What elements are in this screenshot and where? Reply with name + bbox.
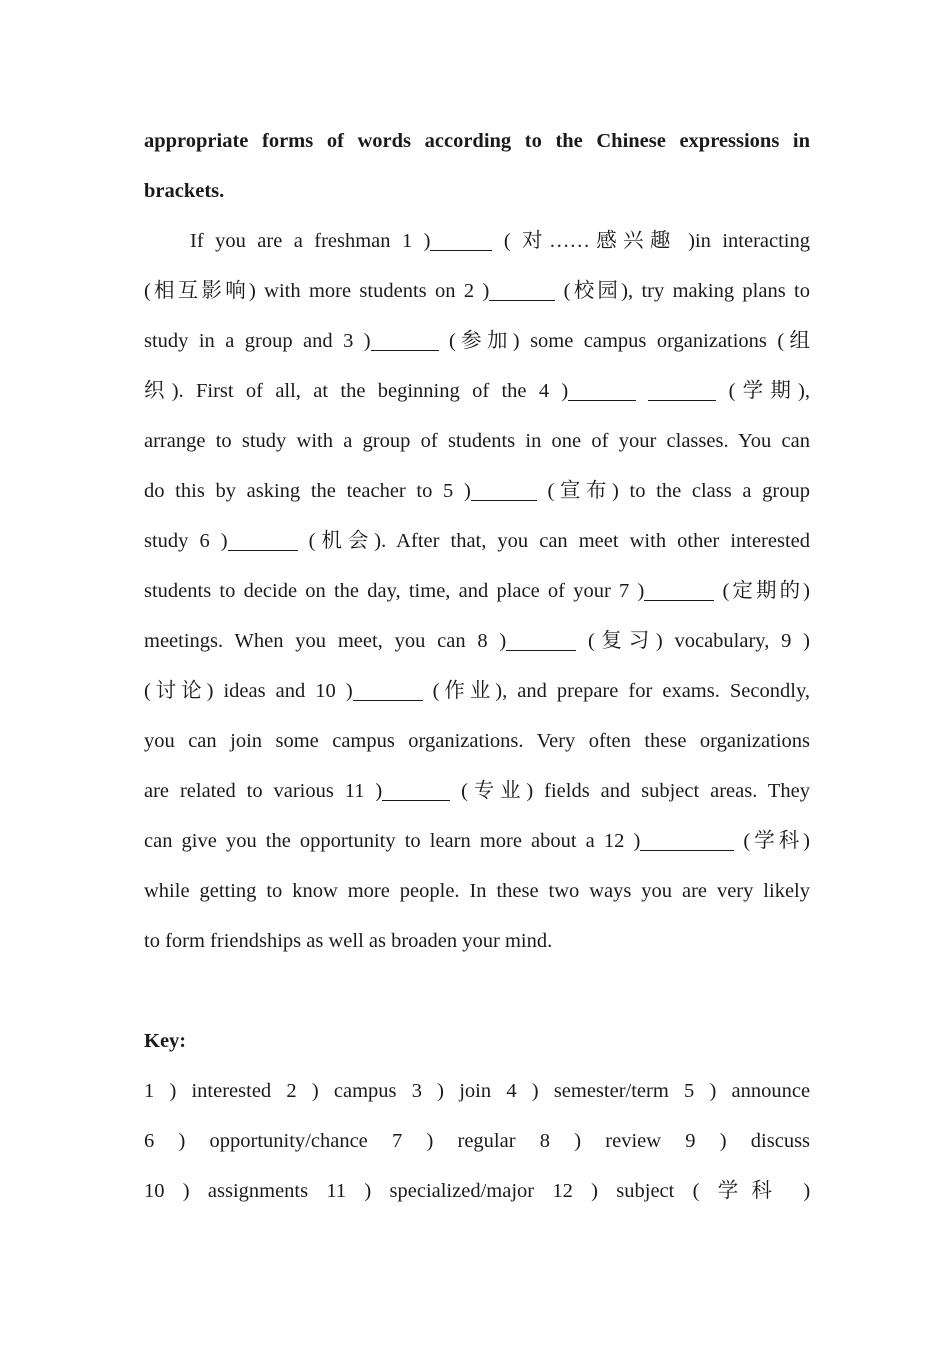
key-item: regular xyxy=(457,1130,516,1152)
passage-text: meetings. When you meet, you can 8 ) xyxy=(144,630,507,652)
passage-line-14: while getting to know more people. In these two ways you are very likely xyxy=(144,880,810,902)
key-item: specialized/major xyxy=(389,1180,535,1202)
key-item: 学科 xyxy=(717,1180,786,1202)
passage-text: study in a group and 3 ) xyxy=(144,330,371,352)
key-item: 1 ) interested xyxy=(144,1080,272,1102)
passage-text: (定期的) xyxy=(714,580,811,602)
passage-line-5: arrange to study with a group of students in one of your classes. You can xyxy=(144,430,810,452)
key-item: discuss xyxy=(750,1130,811,1152)
key-row-1 xyxy=(144,1066,810,1116)
passage-line-3 xyxy=(144,316,810,366)
section-spacer xyxy=(144,966,810,1016)
passage-text: can give you the opportunity to learn more about a 12 ) xyxy=(144,830,641,852)
key-item: review xyxy=(605,1130,662,1152)
passage-line-1 xyxy=(144,216,810,266)
answer-blank-8[interactable] xyxy=(506,629,576,652)
key-item: 5 ) xyxy=(684,1080,717,1102)
passage-text: 织). First of all, at the beginning of the 4 ) xyxy=(144,380,569,402)
passage-text: (机会). After that, you can meet with other interested xyxy=(297,530,811,552)
key-row-3 xyxy=(144,1166,810,1216)
answer-blank-10[interactable] xyxy=(353,679,423,702)
answer-blank-2[interactable] xyxy=(489,279,555,302)
passage-text: do this by asking the teacher to 5 ) xyxy=(144,480,471,502)
answer-blank-7[interactable] xyxy=(644,579,714,602)
key-item: assignments xyxy=(207,1180,309,1202)
key-item: subject xyxy=(616,1180,675,1202)
answer-blank-5[interactable] xyxy=(471,479,537,502)
key-item: 6 ) xyxy=(144,1130,186,1152)
passage-text: students to decide on the day, time, and place of your 7 ) xyxy=(144,580,645,602)
key-item: 9 ) xyxy=(685,1130,727,1152)
answer-blank-4a[interactable] xyxy=(568,379,636,402)
passage-text: ( 对……感兴趣 )in interacting xyxy=(492,230,810,252)
passage-text: (参加) some campus organizations (组 xyxy=(438,330,810,352)
passage-line-11: you can join some campus organizations. Very often these organizations xyxy=(144,730,810,752)
answer-blank-4b[interactable] xyxy=(648,379,716,402)
key-item: 4 ) semester/term xyxy=(506,1080,669,1102)
passage-text: (学科) xyxy=(734,830,810,852)
answer-blank-6[interactable] xyxy=(228,529,298,552)
key-item: announce xyxy=(731,1080,811,1102)
passage-line-2 xyxy=(144,266,810,316)
key-heading: Key: xyxy=(144,1030,187,1052)
passage-text: study 6 ) xyxy=(144,530,228,552)
passage-text: If you are a freshman 1 ) xyxy=(190,230,431,252)
passage-text: (讨论) ideas and 10 ) xyxy=(144,680,353,702)
answer-blank-1[interactable] xyxy=(430,229,492,252)
key-item: 12 ) xyxy=(552,1180,598,1202)
passage-line-10 xyxy=(144,666,810,716)
answer-blank-3[interactable] xyxy=(371,329,439,352)
key-item: 11 ) xyxy=(326,1180,372,1202)
key-item: 8 ) xyxy=(539,1130,582,1152)
passage-line-4 xyxy=(144,366,810,416)
passage-line-13 xyxy=(144,816,810,866)
passage-text: (宣布) to the class a group xyxy=(536,480,810,502)
passage-text: (学期), xyxy=(716,380,810,402)
answer-blank-12[interactable] xyxy=(640,829,734,852)
key-row-2 xyxy=(144,1116,810,1166)
passage-text: (复习) vocabulary, 9 ) xyxy=(576,630,811,652)
key-item: opportunity/chance 7 ) xyxy=(209,1130,434,1152)
passage-text: (相互影响) with more students on 2 ) xyxy=(144,280,490,302)
passage-line-12 xyxy=(144,766,810,816)
passage-text: are related to various 11 ) xyxy=(144,780,383,802)
passage-line-6 xyxy=(144,466,810,516)
passage-line-15: to form friendships as well as broaden your mind. xyxy=(144,930,553,952)
instruction-line-2: brackets. xyxy=(144,180,225,202)
key-item: ) xyxy=(803,1180,811,1202)
key-item: 10 ) xyxy=(144,1180,190,1202)
key-item: 2 ) campus 3 ) join xyxy=(286,1080,492,1102)
instruction-line-1: appropriate forms of words according to the Chinese expressions in xyxy=(144,130,810,152)
passage-text: (专业) fields and subject areas. They xyxy=(450,780,810,802)
key-item: ( xyxy=(692,1180,700,1202)
passage-line-7 xyxy=(144,516,810,566)
passage-text: (作业), and prepare for exams. Secondly, xyxy=(422,680,810,702)
passage-line-8 xyxy=(144,566,810,616)
exercise-page xyxy=(144,116,810,1216)
passage-line-9 xyxy=(144,616,810,666)
answer-blank-11[interactable] xyxy=(382,779,450,802)
passage-text: (校园), try making plans to xyxy=(555,280,811,302)
